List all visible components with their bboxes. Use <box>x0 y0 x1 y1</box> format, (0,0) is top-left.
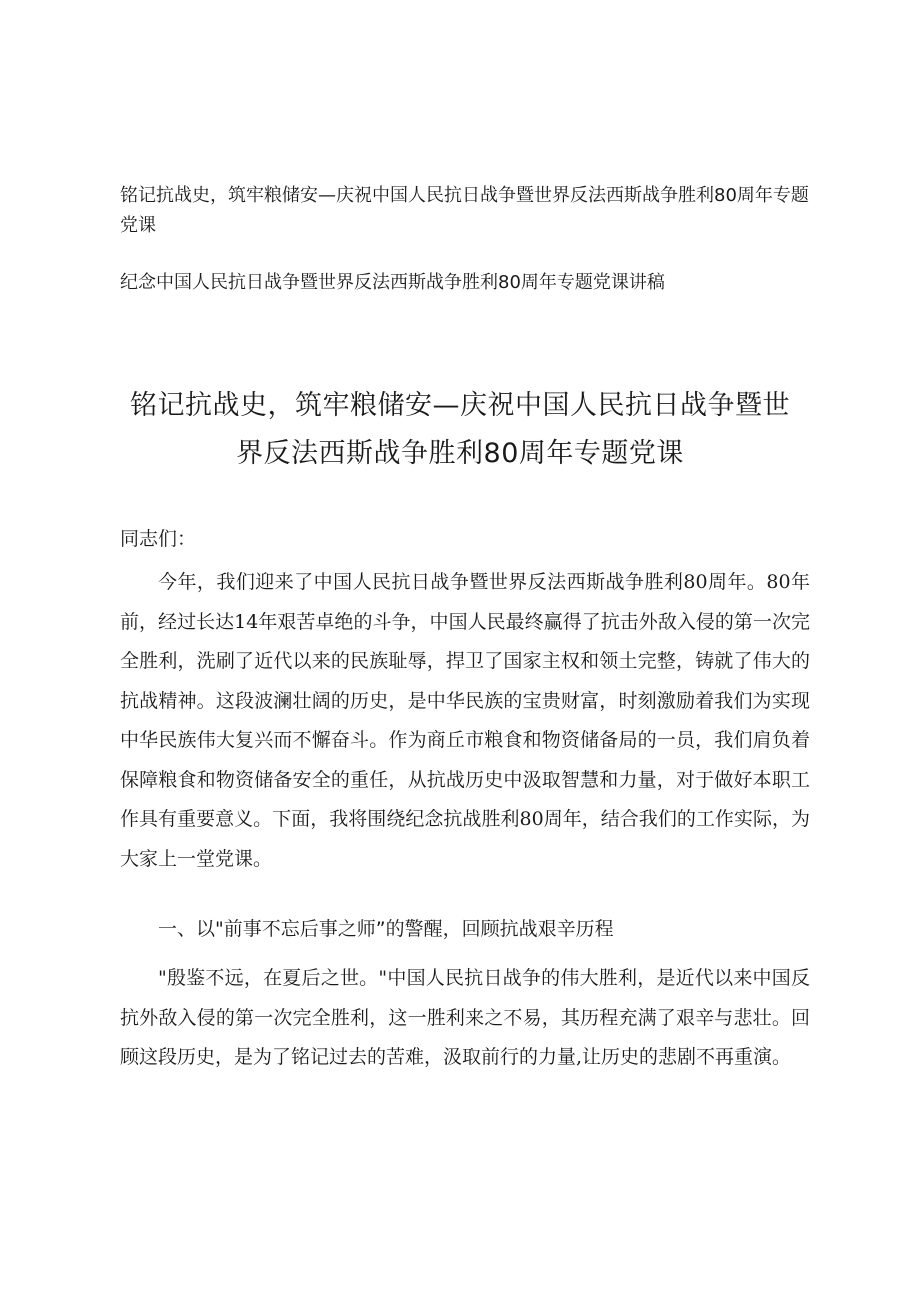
document-header-title: 铭记抗战史，筑牢粮储安—庆祝中国人民抗日战争暨世界反法西斯战争胜利80周年专题党课 <box>120 185 809 236</box>
body-paragraph-intro: 今年，我们迎来了中国人民抗日战争暨世界反法西斯战争胜利80周年。80年前，经过长达14年艰苦卓绝的斗争，中国人民最终赢得了抗击外敌入侵的第一次完全胜利，洗刷了近代以来的民族耻辱，捍卫了国家主权和领土完整，铸就了伟大的抗战精神。这段波澜壮阔的历史，是中华民族的宝贵财富，时刻激励着我们为实现中华民族伟大复兴而不懈奋斗。作为商丘市粮食和物资储备局的一员，我们肩负着保障粮食和物资储备安全的重任，从抗战历史中汲取智慧和力量，对于做好本职工作具有重要意义。下面，我将围绕纪念抗战胜利80周年，结合我们的工作实际，为大家上一堂党课。 <box>120 571 810 870</box>
salutation: 同志们： <box>120 528 197 550</box>
document-header-subtitle: 纪念中国人民抗日战争暨世界反法西斯战争胜利80周年专题党课讲稿 <box>120 272 665 293</box>
main-title: 铭记抗战史，筑牢粮储安—庆祝中国人民抗日战争暨世界反法西斯战争胜利80周年专题党课 <box>130 390 790 469</box>
section-heading-one: 一、以"前事不忘后事之师”的警醒，回顾抗战艰辛历程 <box>158 918 614 940</box>
body-paragraph-history: "殷鉴不远，在夏后之世。"中国人民抗日战争的伟大胜利，是近代以来中国反抗外敌入侵的第一次完全胜利，这一胜利来之不易，其历程充满了艰辛与悲壮。回顾这段历史，是为了铭记过去的苦难，汲取前行的力量,让历史的悲剧不再重演。 <box>120 967 810 1068</box>
